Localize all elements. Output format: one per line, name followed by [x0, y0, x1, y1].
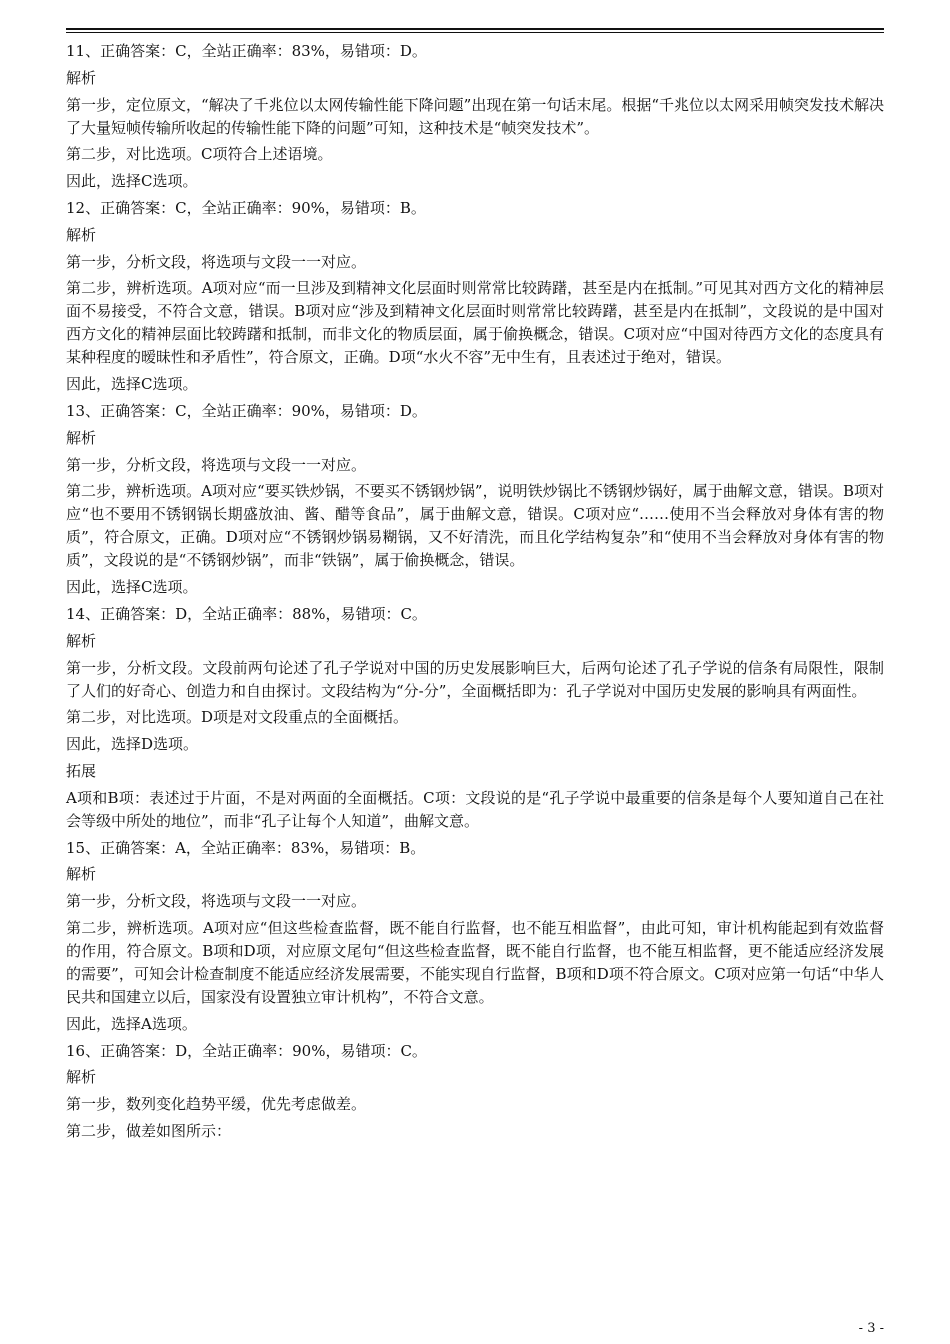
conclusion-line: 因此，选择C选项。	[66, 375, 198, 394]
conclusion-line: 因此，选择C选项。	[66, 578, 198, 597]
conclusion-line: 因此，选择A选项。	[66, 1014, 197, 1033]
step-paragraph: 第二步，辨析选项。A项对应“要买铁炒锅，不要买不锈钢炒锅”，说明铁炒锅比不锈钢炒锅好，属于曲解文意，错误。B项对应“也不要用不锈钢锅长期盛放油、酱、醋等食品”，属于曲解文意，错误。C项对应“……使用不当会释放对身体有害的物质”，符合原文，正确。D项对应“不锈钢炒锅易糊锅，又不好清洗，而且化学结构复杂”和“使用不当会释放对身体有害的物质”，文段说的是“不锈钢炒锅”，而非“铁锅”，属于偷换概念，错误。	[66, 482, 884, 570]
answer-line-q16: 16、正确答案：D，全站正确率：90%，易错项：C。	[66, 1041, 427, 1060]
conclusion-line: 因此，选择D选项。	[66, 735, 199, 754]
extension-paragraph: A项和B项：表述过于片面，不是对两面的全面概括。C项：文段说的是“孔子学说中最重要的信条是每个人要知道自己在社会等级中所处的地位”，而非“孔子让每个人知道”，曲解文意。	[66, 788, 884, 830]
analysis-heading: 解析	[66, 68, 97, 87]
step-paragraph: 第一步，分析文段，将选项与文段一一对应。	[66, 892, 367, 911]
step-paragraph: 第二步，辨析选项。A项对应“而一旦涉及到精神文化层面时则常常比较踌躇，甚至是内在抵制。”可见其对西方文化的精神层面不易接受，不符合文意，错误。B项对应“涉及到精神文化层面时则常常比较踌躇，甚至是内在抵制”，文段说的是中国对西方文化的精神层面比较踌躇和抵制，而非文化的物质层面，属于偷换概念，错误。C项对应“中国对待西方文化的态度具有某种程度的暧昧性和矛盾性”，符合原文，正确。D项“水火不容”无中生有，且表述过于绝对，错误。	[66, 279, 884, 367]
page-number: - 3 -	[858, 1321, 884, 1336]
conclusion-line: 因此，选择C选项。	[66, 172, 198, 191]
answer-line-q15: 15、正确答案：A，全站正确率：83%，易错项：B。	[66, 838, 426, 857]
step-paragraph: 第一步，分析文段，将选项与文段一一对应。	[66, 252, 367, 271]
header-rule-thin	[66, 32, 884, 33]
step-paragraph: 第二步，对比选项。C项符合上述语境。	[66, 145, 333, 164]
analysis-heading: 解析	[66, 631, 97, 650]
answer-line-q14: 14、正确答案：D，全站正确率：88%，易错项：C。	[66, 604, 427, 623]
step-paragraph: 第一步，分析文段。文段前两句论述了孔子学说对中国的历史发展影响巨大，后两句论述了孔子学说的信条有局限性，限制了人们的好奇心、创造力和自由探讨。文段结构为“分-分”，全面概括即为：孔子学说对中国历史发展的影响具有两面性。	[66, 658, 884, 700]
analysis-heading: 解析	[66, 1068, 97, 1087]
analysis-heading: 解析	[66, 865, 97, 884]
answer-line-q12: 12、正确答案：C，全站正确率：90%，易错项：B。	[66, 198, 426, 217]
answer-explanations	[66, 40, 884, 1147]
step-paragraph: 第一步，数列变化趋势平缓，优先考虑做差。	[66, 1095, 367, 1114]
answer-line-q11: 11、正确答案：C，全站正确率：83%，易错项：D。	[66, 42, 427, 60]
header-rule	[66, 28, 884, 30]
extension-heading: 拓展	[66, 761, 97, 780]
answer-line-q13: 13、正确答案：C，全站正确率：90%，易错项：D。	[66, 401, 427, 420]
analysis-heading: 解析	[66, 225, 97, 244]
step-paragraph: 第二步，做差如图所示：	[66, 1121, 232, 1140]
step-paragraph: 第一步，分析文段，将选项与文段一一对应。	[66, 455, 367, 474]
analysis-heading: 解析	[66, 428, 97, 447]
step-paragraph: 第一步，定位原文，“解决了千兆位以太网传输性能下降问题”出现在第一句话末尾。根据“千兆位以太网采用帧突发技术解决了大量短帧传输所收起的传输性能下降的问题”可知，这种技术是“帧突发技术”。	[66, 95, 885, 137]
step-paragraph: 第二步，对比选项。D项是对文段重点的全面概括。	[66, 708, 409, 727]
step-paragraph: 第二步，辨析选项。A项对应“但这些检查监督，既不能自行监督，也不能互相监督”，由此可知，审计机构能起到有效监督的作用，符合原文。B项和D项，对应原文尾句“但这些检查监督，既不能自行监督，也不能互相监督，更不能适应经济发展的需要”，可知会计检查制度不能适应经济发展需要，不能实现自行监督，B项和D项不符合原文。C项对应第一句话“中华人民共和国建立以后，国家没有设置独立审计机构”，不符合文意。	[66, 918, 884, 1006]
